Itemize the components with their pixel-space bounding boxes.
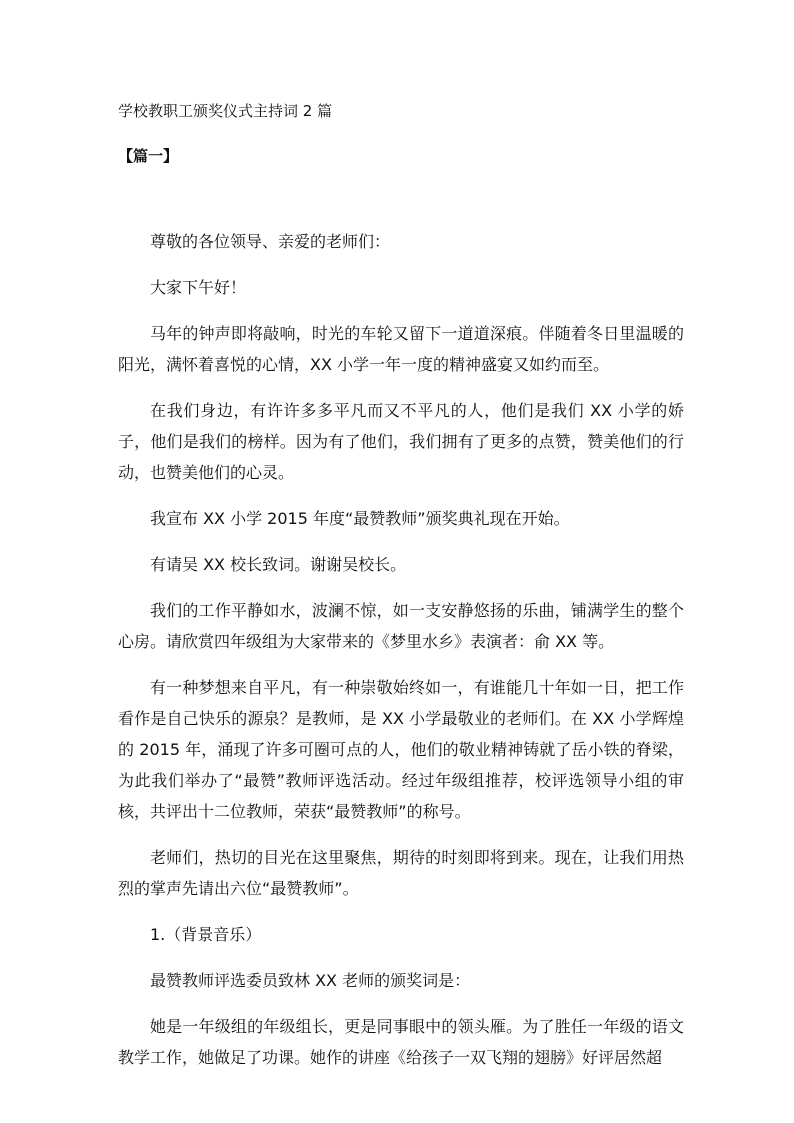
paragraph: 我宣布 XX 小学 2015 年度“最赞教师”颁奖典礼现在开始。 — [150, 509, 570, 528]
section-heading: 【篇一】 — [118, 147, 179, 165]
document-body — [118, 226, 684, 1088]
paragraph-salutation: 尊敬的各位领导、亲爱的老师们： — [150, 232, 391, 251]
paragraph: 马年的钟声即将敲响，时光的车轮又留下一道道深痕。伴随着冬日里温暖的阳光，满怀着喜悦的心情，XX 小学一年一度的精神盛宴又如约而至。 — [118, 324, 684, 374]
paragraph: 最赞教师评选委员致林 XX 老师的颁奖词是： — [150, 971, 471, 990]
paragraph: 老师们，热切的目光在这里聚焦，期待的时刻即将到来。现在，让我们用热烈的掌声先请出六位“最赞教师”。 — [118, 848, 684, 898]
paragraph: 她是一年级组的年级组长，更是同事眼中的领头雁。为了胜任一年级的语文教学工作，她做足了功课。她作的讲座《给孩子一双飞翔的翅膀》好评居然超 — [118, 1017, 684, 1067]
paragraph-greeting: 大家下午好！ — [150, 278, 247, 297]
paragraph-music-cue: 1.（背景音乐） — [150, 925, 262, 944]
paragraph: 在我们身边，有许许多多平凡而又不平凡的人，他们是我们 XX 小学的娇子，他们是我们的榜样。因为有了他们，我们拥有了更多的点赞，赞美他们的行动，也赞美他们的心灵。 — [118, 401, 684, 482]
paragraph: 我们的工作平静如水，波澜不惊，如一支安静悠扬的乐曲，铺满学生的整个心房。请欣赏四年级组为大家带来的《梦里水乡》表演者：俞 XX 等。 — [118, 601, 684, 651]
paragraph: 有一种梦想来自平凡，有一种崇敬始终如一，有谁能几十年如一日，把工作看作是自己快乐的源泉？是教师，是 XX 小学最敬业的老师们。在 XX 小学辉煌的 2015 年，涌现了许多可圈可点的人，他们的敬业精神铸就了岳小铁的脊梁，为此我们举办了“最赞”教师评选活动。经过年级组推荐，校评选领导小组的审核，共评出十二位教师，荣获“最赞教师”的称号。 — [118, 678, 684, 821]
paragraph: 有请吴 XX 校长致词。谢谢吴校长。 — [150, 555, 407, 574]
document-title: 学校教职工颁奖仪式主持词 2 篇 — [118, 102, 333, 120]
